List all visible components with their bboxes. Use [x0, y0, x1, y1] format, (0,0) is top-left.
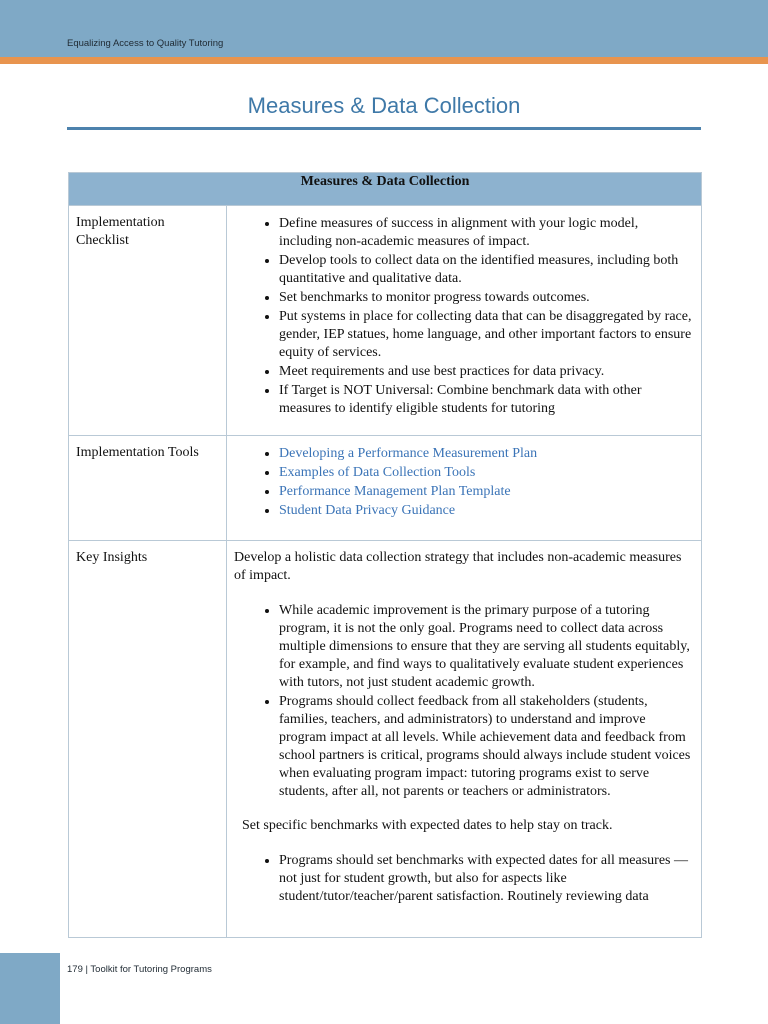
tool-list-item — [279, 482, 694, 501]
table-row-checklist — [69, 206, 702, 436]
insight-item: • Programs should set benchmarks with expected dates for all measures — not just for student growth, but also for aspects like student/tutor/teacher/parent satisfaction. Routinely reviewing data — [279, 851, 694, 906]
row-label-tools: Implementation Tools — [69, 436, 227, 541]
header-accent-stripe — [0, 57, 768, 64]
insights-subheading: Set specific benchmarks with expected dates to help stay on track. — [242, 818, 613, 833]
checklist-item: • Put systems in place for collecting data that can be disaggregated by race, gender, IEP statues, home language, and other important factors to ensure equity of services. — [279, 307, 694, 362]
checklist-item: • Define measures of success in alignment with your logic model, including non-academic measures of impact. — [279, 214, 694, 251]
tool-list-item — [279, 463, 694, 482]
tools-content — [227, 436, 702, 541]
table-row-tools — [69, 436, 702, 541]
insight-item: • Programs should collect feedback from all stakeholders (students, families, teachers, and administrators) to understand and improve program impact at all levels. While achievement data and feedback from school partners is critical, programs should always include student voices when evaluating program impact: tutoring programs exist to serve students, after all, not parents or teachers or administrators. — [279, 692, 694, 801]
checklist-list — [234, 214, 694, 418]
table-row-insights — [69, 541, 702, 938]
running-header: Equalizing Access to Quality Tutoring — [67, 38, 224, 49]
insights-list-1 — [234, 601, 694, 801]
link-data-collection-tools[interactable]: Examples of Data Collection Tools — [279, 465, 476, 480]
insight-item: • While academic improvement is the primary purpose of a tutoring program, it is not the only goal. Programs need to collect data across multiple dimensions to ensure that they are serving all students equitably, for example, and find ways to qualitatively evaluate student experiences with tutors, not just student academic growth. — [279, 601, 694, 692]
tool-list-item — [279, 501, 694, 520]
link-performance-management-plan-template[interactable]: Performance Management Plan Template — [279, 484, 511, 499]
row-label-insights: Key Insights — [69, 541, 227, 938]
page-footer: 179 | Toolkit for Tutoring Programs — [67, 964, 212, 975]
checklist-item: • Develop tools to collect data on the identified measures, including both quantitative and qualitative data. — [279, 251, 694, 288]
link-student-data-privacy-guidance[interactable]: Student Data Privacy Guidance — [279, 503, 456, 518]
tools-list — [234, 444, 694, 520]
tool-list-item — [279, 444, 694, 463]
insights-list-2 — [234, 851, 694, 906]
row-label-checklist: Implementation Checklist — [69, 206, 227, 436]
insights-content — [227, 541, 702, 938]
table-heading: Measures & Data Collection — [69, 173, 702, 206]
checklist-item: • Meet requirements and use best practices for data privacy. — [279, 362, 694, 381]
title-underline — [67, 127, 701, 130]
insights-intro: Develop a holistic data collection strategy that includes non-academic measures of impact. — [234, 550, 682, 583]
page-title: Measures & Data Collection — [247, 93, 521, 118]
checklist-item: • If Target is NOT Universal: Combine benchmark data with other measures to identify eligible students for tutoring — [279, 381, 694, 418]
link-performance-measurement-plan[interactable]: Developing a Performance Measurement Plan — [279, 446, 538, 461]
footer-accent-box — [0, 953, 60, 1024]
checklist-content — [227, 206, 702, 436]
checklist-item: • Set benchmarks to monitor progress towards outcomes. — [279, 288, 694, 307]
measures-table — [68, 172, 702, 938]
